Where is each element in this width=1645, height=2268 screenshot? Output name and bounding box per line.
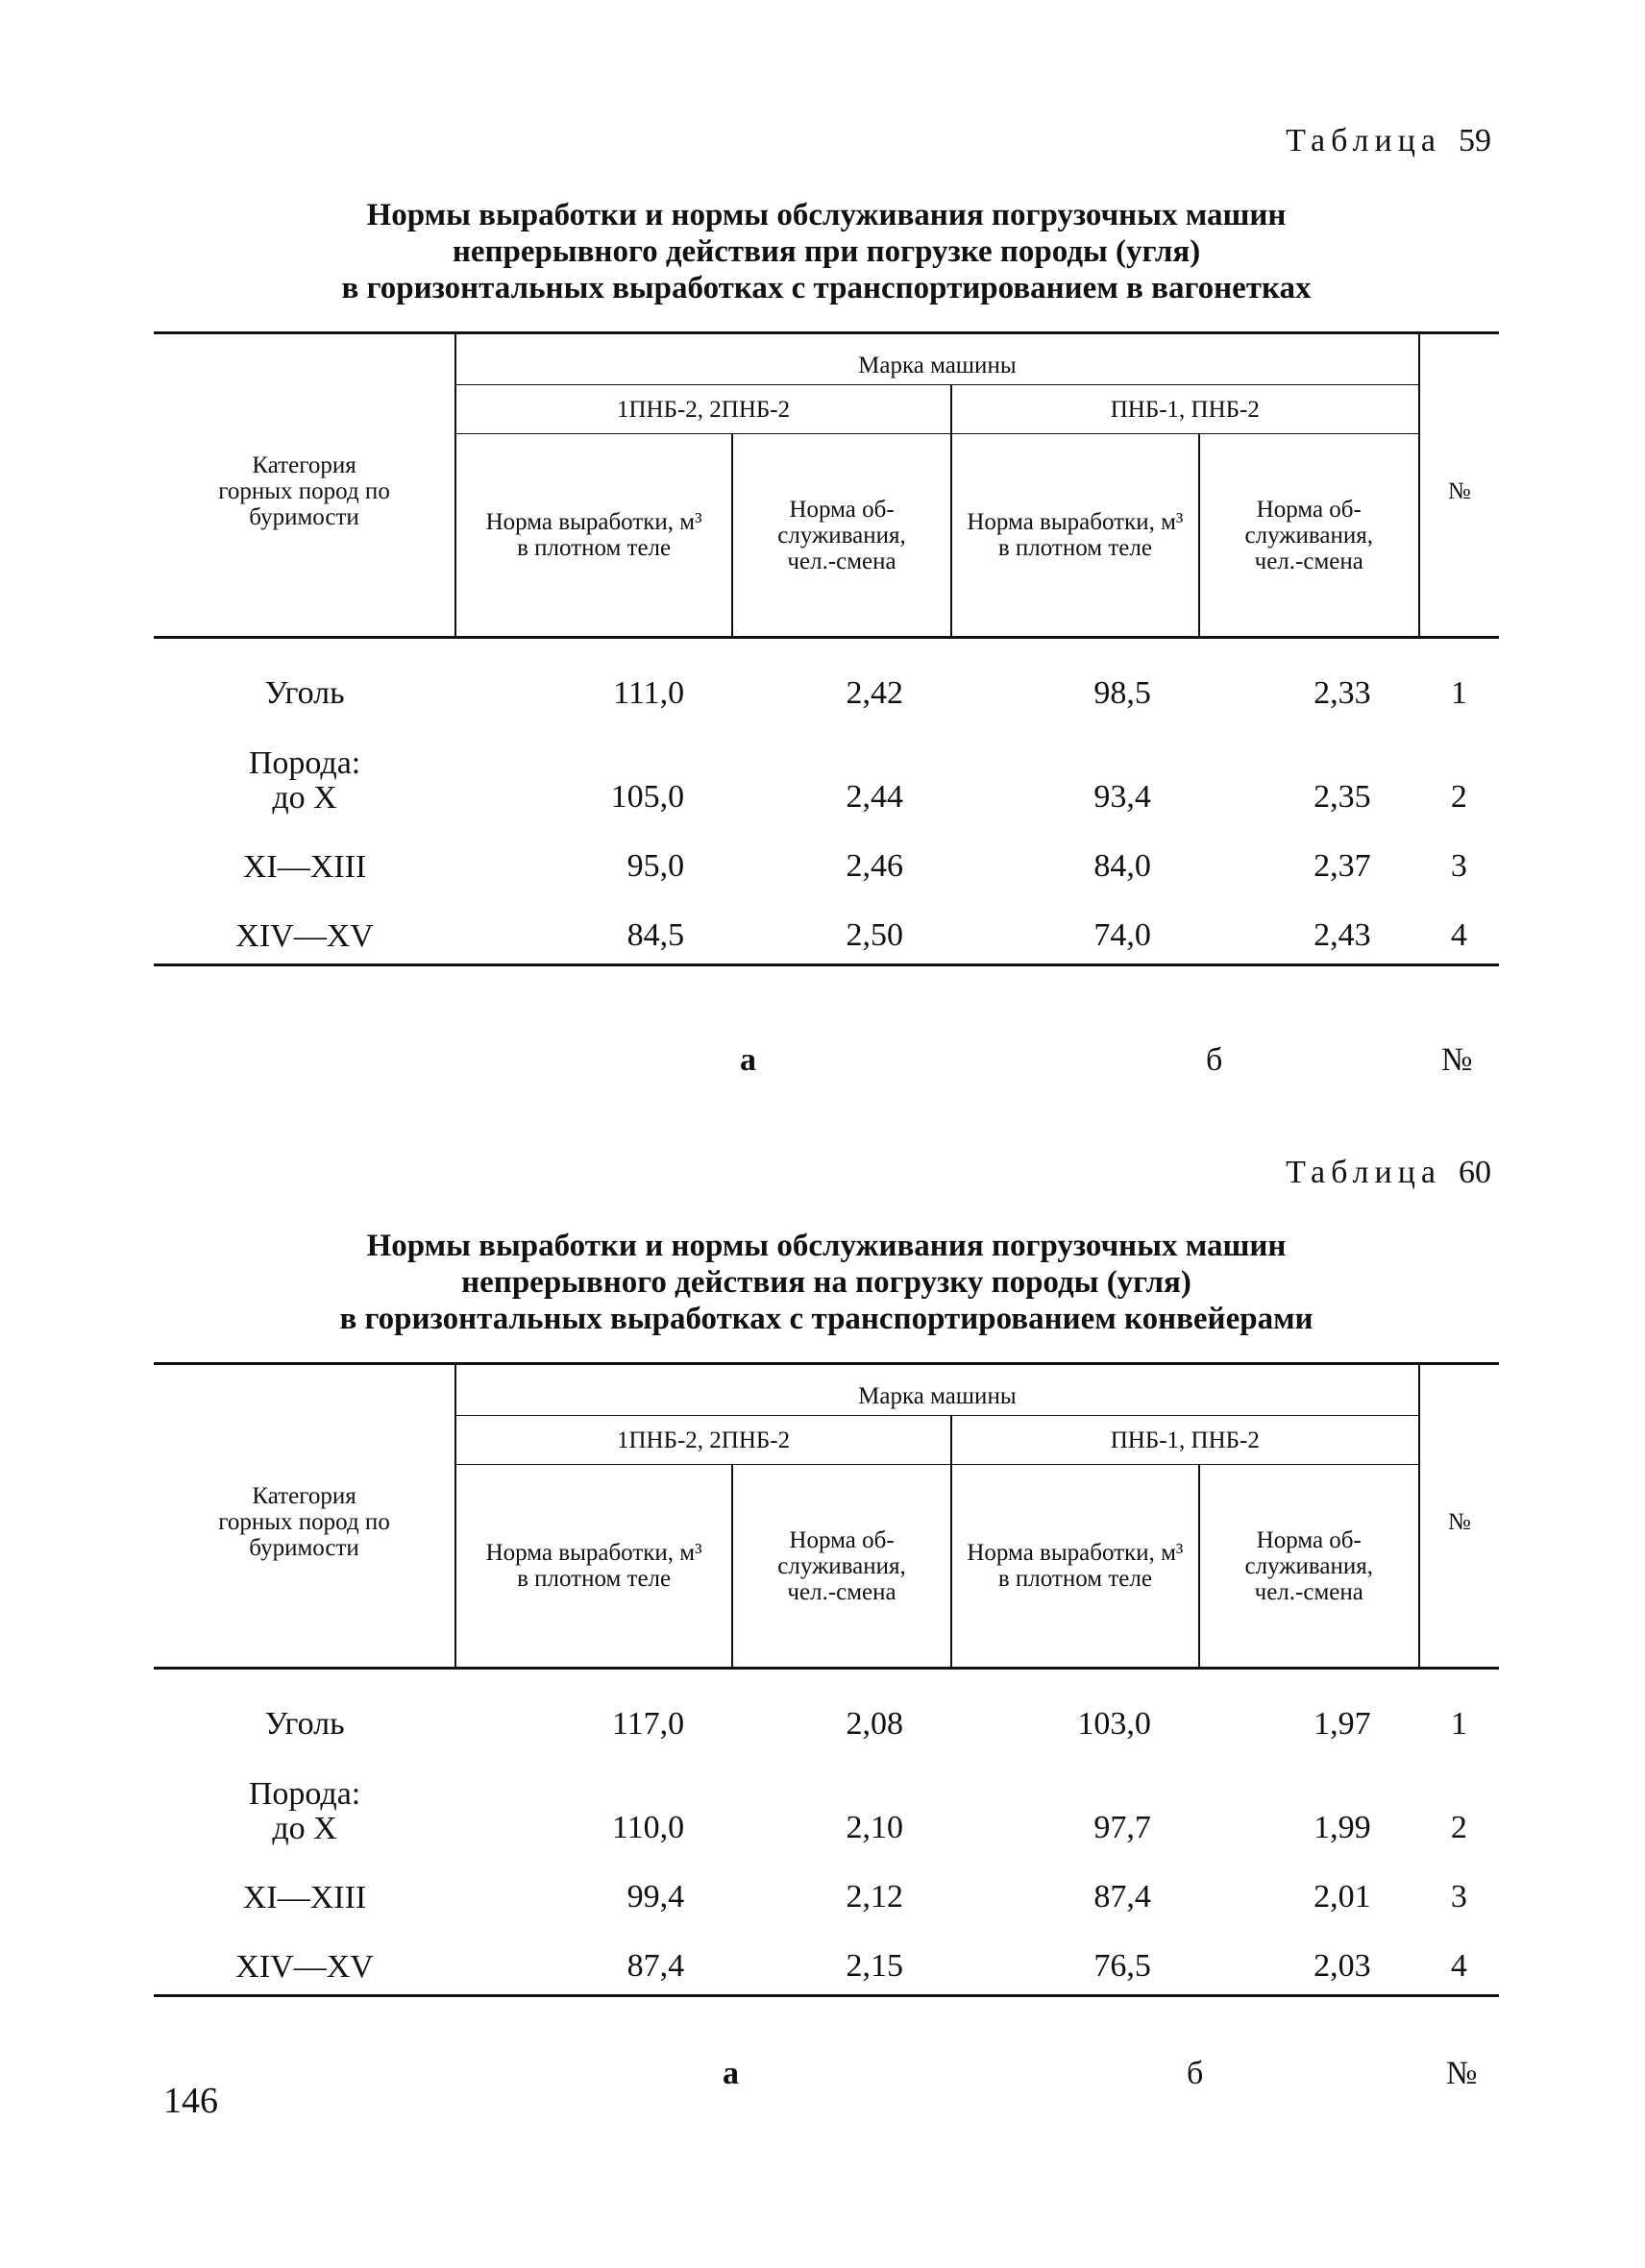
cell-category [154,712,455,816]
cell-category: XIV—XV [235,918,374,954]
cell-a-output: 110,0 [611,1810,685,1845]
cell-b-output: 98,5 [1093,675,1151,711]
cell-a-service: 2,46 [846,848,903,884]
cell-b-output: 97,7 [1093,1810,1151,1845]
cell-b-output: 87,4 [1093,1879,1151,1914]
header-group-b: ПНБ-1, ПНБ-2 [951,385,1419,434]
title-line: непрерывного действия при погрузке породы (угля) [452,234,1201,269]
category-value: до X [272,780,337,816]
cell-category: XIV—XV [235,1949,374,1985]
cell-a-output: 117,0 [611,1706,685,1742]
cell-a-service: 2,44 [846,779,903,815]
table-row [154,1846,1499,1915]
table-row [154,712,1499,816]
footer-label-a: а [723,2056,739,2091]
table-59-label [1286,123,1491,159]
cell-no: 2 [1450,779,1467,815]
cell-b-service: 2,43 [1314,917,1371,953]
cell-a-service: 2,50 [846,917,903,953]
cell-b-service: 2,37 [1314,848,1371,884]
header-brand: Марка машины [455,333,1419,385]
header-service-norm-b: Норма об-служивания, чел.-смена [1244,496,1373,574]
cell-a-output: 105,0 [610,779,685,815]
table-number: 59 [1459,123,1491,159]
cell-a-service: 2,10 [846,1810,903,1845]
table-59 [154,331,1499,966]
footer-label-b: б [1206,1042,1223,1078]
table-body [154,1669,1499,1996]
title-line: Нормы выработки и нормы обслуживания погрузочных машин [366,1229,1287,1263]
cell-a-output: 111,0 [613,675,685,711]
header-output-norm-a: Норма выработки, м³ в плотном теле [455,434,732,638]
title-line: Нормы выработки и нормы обслуживания погрузочных машин [366,198,1287,232]
cell-b-service: 2,33 [1314,675,1371,711]
header-category: Категория горных пород по буримости [154,1364,455,1669]
table-label-word: Таблица [1286,1155,1441,1190]
table-number: 60 [1459,1155,1491,1190]
cell-a-output: 99,4 [626,1879,685,1914]
table-row [154,1743,1499,1846]
cell-b-output: 84,0 [1093,848,1151,884]
table-header [154,1364,1499,1669]
table-60-title [154,1228,1499,1337]
header-service-norm-a: Норма об-служивания, чел.-смена [732,1465,951,1669]
cell-no: 2 [1450,1810,1467,1845]
cell-b-output: 74,0 [1093,917,1151,953]
cell-a-output: 87,4 [626,1948,685,1984]
header-service-norm-a: Норма об-служивания, чел.-смена [732,434,951,638]
table-row [154,1669,1499,1744]
cell-b-output: 103,0 [1077,1706,1151,1742]
cell-no: 1 [1450,1706,1467,1742]
footer-label-no: № [1441,1042,1473,1078]
cell-b-service: 1,97 [1314,1706,1371,1742]
cell-category: XI—XIII [242,849,367,885]
cell-no: 4 [1450,1948,1467,1984]
cell-category: Уголь [264,1706,345,1742]
table-row [154,885,1499,965]
header-group-b: ПНБ-1, ПНБ-2 [951,1416,1419,1465]
table-label-word: Таблица [1286,123,1441,159]
cell-a-service: 2,12 [846,1879,903,1914]
header-group-a: 1ПНБ-2, 2ПНБ-2 [455,385,951,434]
table-header [154,333,1499,638]
cell-a-service: 2,42 [846,675,903,711]
table-60-label [1286,1155,1491,1191]
cell-b-output: 76,5 [1093,1948,1151,1984]
footer-label-b: б [1187,2056,1204,2091]
table-body [154,638,1499,965]
title-line: непрерывного действия на погрузку породы (угля) [461,1265,1191,1300]
cell-category [154,1743,455,1846]
page-number: 146 [163,2081,218,2121]
table-row [154,638,1499,713]
category-group-head: Порода: [248,745,361,781]
cell-a-service: 2,15 [846,1948,903,1984]
category-value: до X [272,1811,337,1846]
header-no: № [1419,1364,1499,1669]
cell-category: XI—XIII [242,1880,367,1915]
header-category: Категория горных пород по буримости [154,333,455,638]
cell-no: 3 [1450,848,1467,884]
header-brand: Марка машины [455,1364,1419,1416]
cell-category: Уголь [264,675,345,711]
table-60 [154,1362,1499,1997]
category-group-head: Порода: [248,1776,361,1812]
cell-a-output: 84,5 [626,917,685,953]
footer-label-no: № [1446,2056,1478,2091]
cell-b-service: 2,03 [1314,1948,1371,1984]
cell-no: 4 [1450,917,1467,953]
cell-no: 1 [1450,675,1467,711]
cell-no: 3 [1450,1879,1467,1914]
cell-b-service: 2,01 [1314,1879,1371,1914]
table-row [154,1915,1499,1996]
title-line: в горизонтальных выработках с транспортированием в вагонетках [341,271,1312,305]
header-no: № [1419,333,1499,638]
header-group-a: 1ПНБ-2, 2ПНБ-2 [455,1416,951,1465]
table-row [154,816,1499,885]
header-output-norm-b: Норма выработки, м³ в плотном теле [951,1465,1199,1669]
header-service-norm-b: Норма об-служивания, чел.-смена [1244,1526,1373,1605]
cell-b-service: 1,99 [1314,1810,1371,1845]
title-line: в горизонтальных выработках с транспортированием конвейерами [339,1302,1314,1336]
header-output-norm-b: Норма выработки, м³ в плотном теле [951,434,1199,638]
cell-a-output: 95,0 [626,848,685,884]
header-output-norm-a: Норма выработки, м³ в плотном теле [455,1465,732,1669]
cell-a-service: 2,08 [846,1706,903,1742]
footer-label-a: а [740,1042,756,1078]
table-59-title [154,197,1499,306]
cell-b-output: 93,4 [1093,779,1151,815]
cell-b-service: 2,35 [1314,779,1371,815]
